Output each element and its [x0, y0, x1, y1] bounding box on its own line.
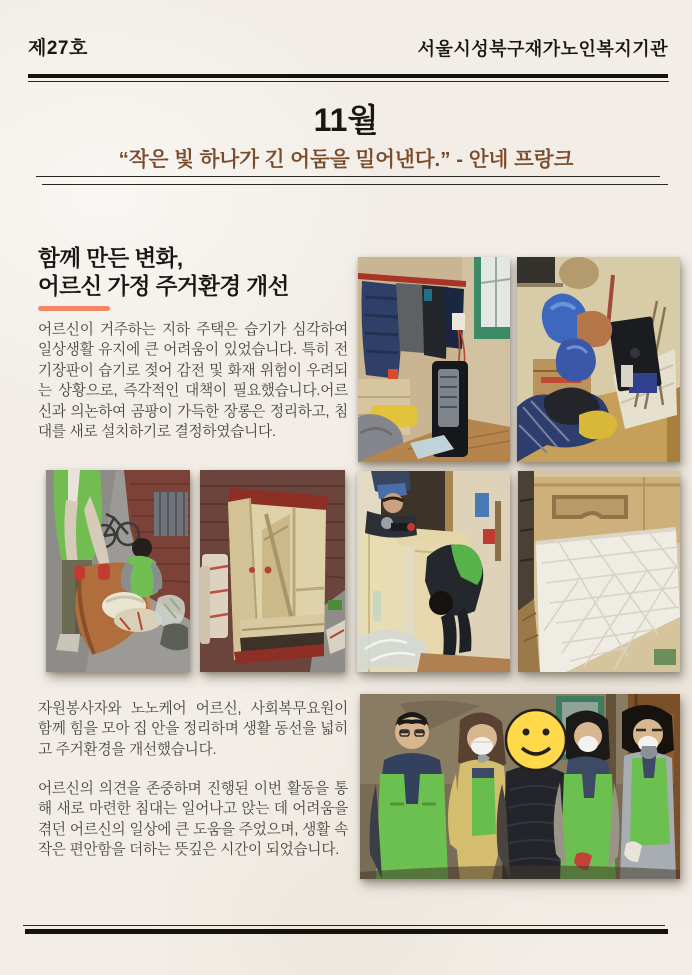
quote-rule-top	[36, 176, 660, 177]
heading-accent-underline	[38, 306, 110, 311]
footer-rule-thick	[25, 929, 668, 934]
header-rule-thick	[28, 74, 668, 78]
photo-volunteers-alley-art	[46, 470, 190, 672]
photo-cluttered-room-before-art	[517, 257, 680, 462]
photo-cluttered-room-before	[517, 257, 680, 462]
photo-assembling-bed-frame-art	[357, 471, 510, 672]
photo-room-with-coats-and-heater	[358, 257, 510, 462]
photo-discarded-wardrobe-art	[200, 470, 345, 672]
article-heading-line2: 어르신 가정 주거환경 개선	[38, 274, 289, 299]
article-paragraph-1: 어르신이 거주하는 지하 주택은 습기가 심각하여 일상생활 유지에 큰 어려움이 있었습니다. 특히 전기장판이 습기로 젖어 감전 및 화재 위험이 우려되는 상황으로, 즉각적인 대책이 필요했습니다.어르신과 의논하여 곰팡이 가득한 장롱은 정리하고, 침대를 새로 설치하기로 결정하였습니다.	[38, 322, 348, 441]
header-rule-thin	[28, 81, 669, 82]
month-title: 11월	[313, 102, 379, 138]
photo-discarded-wardrobe	[200, 470, 345, 672]
photo-group-volunteers-art	[360, 694, 680, 879]
footer-rule-thin	[23, 925, 665, 926]
photo-room-with-coats-and-heater-art	[358, 257, 510, 462]
photo-assembling-bed-frame	[357, 471, 510, 672]
organization-name: 서울시성북구재가노인복지기관	[417, 39, 668, 59]
article-heading	[38, 245, 358, 301]
article-paragraph-2: 자원봉사자와 노노케어 어르신, 사회복무요원이 함께 힘을 모아 집 안을 정리하며 생활 동선을 넓히고 주거환경을 개선했습니다.	[38, 701, 348, 758]
photo-volunteers-alley	[46, 470, 190, 672]
masthead-quote: “작은 빛 하나가 긴 어둠을 밀어낸다.” - 안네 프랑크	[118, 148, 574, 171]
issue-number: 제27호	[28, 38, 88, 59]
article-heading-line1: 함께 만든 변화,	[38, 246, 183, 271]
photo-new-bed-art	[518, 471, 680, 672]
photo-group-volunteers	[360, 694, 680, 879]
quote-rule-bottom	[42, 184, 668, 185]
article-paragraph-3: 어르신의 의견을 존중하며 진행된 이번 활동을 통해 새로 마련한 침대는 일어나고 앉는 데 어려움을 겪던 어르신의 일상에 큰 도움을 주었으며, 생활 속 작은 편안함을 더하는 뜻깊은 시간이 되었습니다.	[38, 781, 348, 859]
photo-new-bed	[518, 471, 680, 672]
